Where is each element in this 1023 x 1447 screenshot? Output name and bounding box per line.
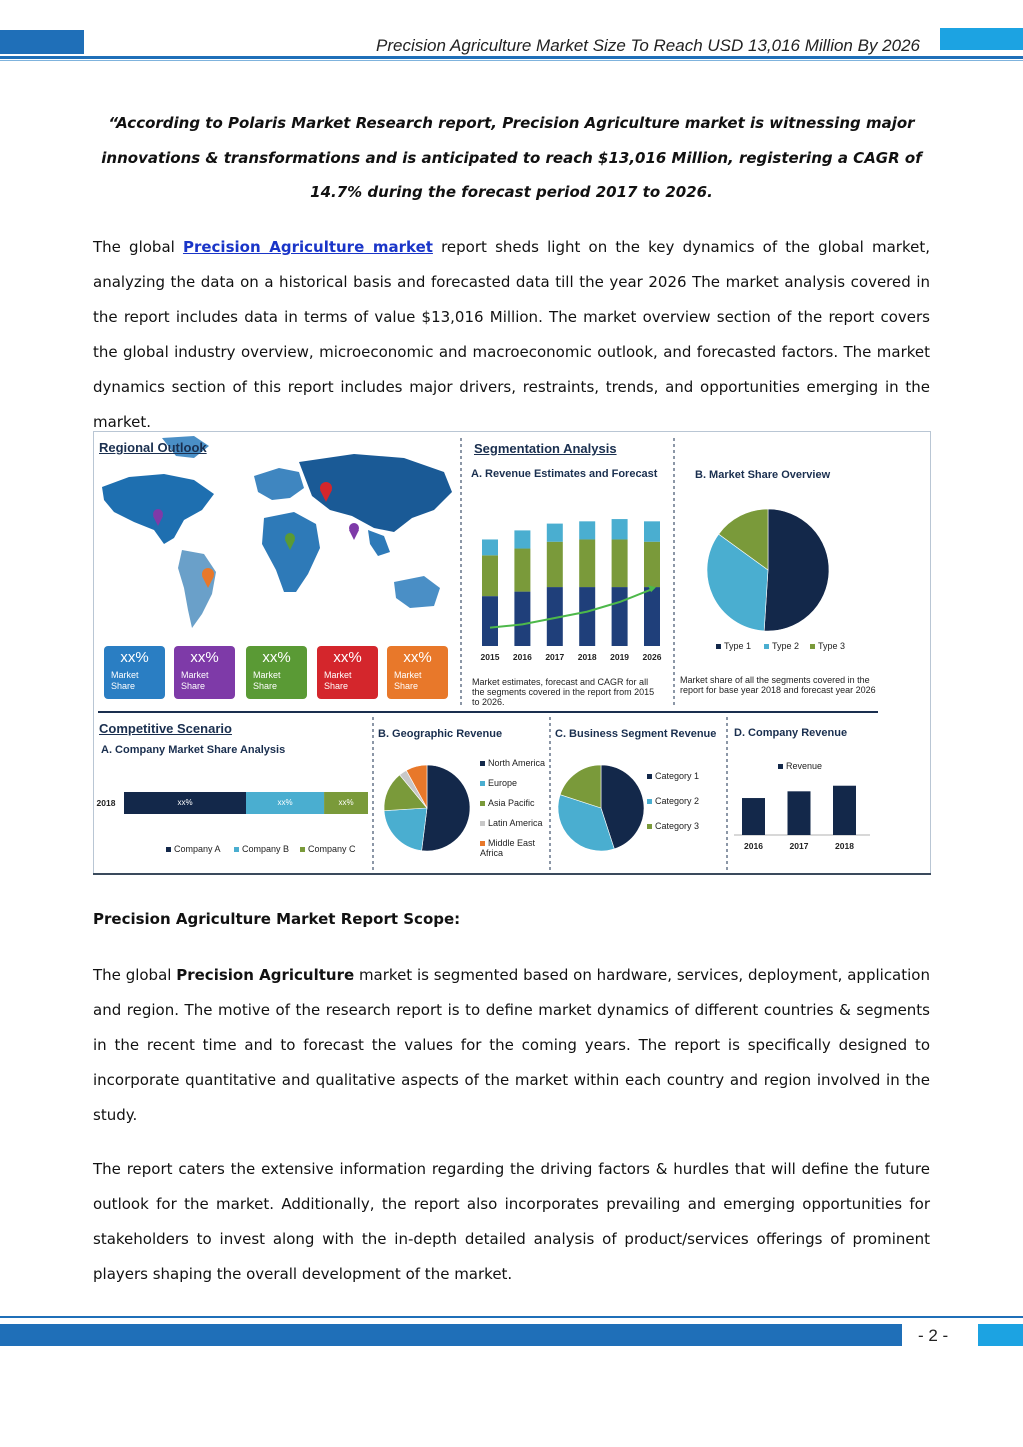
revenue-bar-2015-segment-1: [482, 596, 498, 646]
revenue-bar-2015-segment-3: [482, 539, 498, 555]
revenue-bar-2018-segment-3: [579, 521, 595, 539]
revenue-bar-2019-segment-1: [612, 587, 628, 646]
legend-swatch: [234, 847, 239, 852]
market-share-legend-3: Type 3: [810, 641, 845, 651]
company-share-value-3: xx%: [338, 798, 354, 807]
company-share-value-2: xx%: [277, 798, 293, 807]
revenue-tick-2018: 2018: [577, 652, 597, 662]
business-segment-legend-3: Category 3: [647, 821, 699, 831]
market-share-legend-2: Type 2: [764, 641, 799, 651]
geo-revenue-slice-1: [422, 765, 470, 851]
page-number: - 2 -: [918, 1326, 949, 1345]
world-map: [102, 436, 452, 628]
legend-swatch: [647, 799, 652, 804]
revenue-tick-2019: 2019: [610, 652, 630, 662]
market-share-title: B. Market Share Overview: [695, 469, 831, 481]
legend-swatch: [166, 847, 171, 852]
infographic-bottom-rule: [93, 873, 931, 875]
legend-swatch: [810, 644, 815, 649]
region-card-5-value: xx%: [403, 649, 432, 666]
regional-outlook-title: Regional Outlook: [99, 440, 207, 455]
caters-paragraph: The report caters the extensive information regarding the driving factors & hurdles that will define the future outlook for the market. Additionally, the report also incorporates prevailing and emerging opportunities for stakeholders to invest along with the in-depth detailed analysis of product/services offerings of prominent players shaping the overall development of the market.: [93, 1160, 930, 1283]
company-share-tick-2018: 2018: [96, 798, 116, 808]
region-card-2: [174, 646, 235, 699]
revenue-bar-2019-segment-3: [612, 519, 628, 539]
header-accent-right: [940, 28, 1023, 50]
footer-accent-left: [0, 1324, 902, 1346]
market-share-slice-1: [764, 509, 829, 631]
company-share-legend-2: Company B: [234, 844, 289, 854]
market-share-pie: [707, 509, 829, 631]
segmentation-title: Segmentation Analysis: [474, 441, 617, 456]
revenue-bar-2016-segment-1: [514, 592, 530, 646]
revenue-bar-2017-segment-3: [547, 524, 563, 542]
geo-revenue-legend-2: Europe: [480, 778, 517, 788]
revenue-bar-2018-segment-1: [579, 587, 595, 646]
company-revenue-chart: [734, 786, 870, 835]
company-share-legend-3: Company C: [300, 844, 356, 854]
region-card-4-value: xx%: [333, 649, 362, 666]
region-card-5-label: Market Share: [394, 670, 422, 691]
legend-swatch: [764, 644, 769, 649]
revenue-tick-2016: 2016: [512, 652, 532, 662]
legend-swatch: [480, 801, 485, 806]
intro-text-rest: report sheds light on the key dynamics of the global market, analyzing the data on a historical basis and forecasted data till the year 2026 The market analysis covered in the report includes data in terms of value $13,016 Million. The market overview section of the report covers the global industry overview, microeconomic and macroeconomic outlook, and forecasted factors. The market dynamics section of this report includes major drivers, restraints, trends, and opportunities emerging in the market.: [93, 238, 930, 431]
scope-text-rest: market is segmented based on hardware, services, deployment, application and region. The motive of the research report is to define market dynamics of different countries & segments in the recent time and to forecast the values for the coming years. The report is specifically designed to incorporate quantitative and qualitative aspects of the market within each country and region involved in the study.: [93, 966, 930, 1124]
intro-paragraph: [93, 230, 930, 440]
revenue-trend-line: [490, 589, 652, 627]
scope-heading: Precision Agriculture Market Report Scope:: [93, 910, 461, 928]
intro-text-start: The global: [93, 238, 183, 256]
revenue-tick-2015: 2015: [480, 652, 500, 662]
geo-revenue-legend-5: Middle East Africa: [480, 838, 536, 858]
header-accent-left: [0, 30, 84, 54]
revenue-bar-2016-segment-2: [514, 549, 530, 592]
geographic-revenue-pie: [384, 765, 470, 851]
company-revenue-legend: Revenue: [778, 761, 822, 771]
region-card-1: [104, 646, 165, 699]
revenue-tick-2017: 2017: [545, 652, 565, 662]
page-header-title: Precision Agriculture Market Size To Reach USD 13,016 Million By 2026: [376, 36, 920, 55]
geo-revenue-legend-1: North America: [480, 758, 545, 768]
legend-swatch: [778, 764, 783, 769]
header-divider-thin: [0, 60, 1023, 61]
scope-text-start: The global: [93, 966, 177, 984]
revenue-bar-2016-segment-3: [514, 530, 530, 548]
region-card-5: [387, 646, 448, 699]
geo-revenue-legend-4: Latin America: [480, 818, 543, 828]
business-segment-title: C. Business Segment Revenue: [555, 728, 717, 740]
region-card-3: [246, 646, 307, 699]
region-card-4-label: Market Share: [324, 670, 352, 691]
market-report-link[interactable]: Precision Agriculture market: [182, 238, 433, 256]
footer-accent-right: [978, 1324, 1023, 1346]
region-card-3-value: xx%: [262, 649, 291, 666]
legend-swatch: [480, 821, 485, 826]
revenue-bar-2026-segment-1: [644, 587, 660, 646]
revenue-bar-2026-segment-3: [644, 521, 660, 541]
company-share-legend-1: Company A: [166, 844, 221, 854]
region-card-1-value: xx%: [120, 649, 149, 666]
company-revenue-title: D. Company Revenue: [734, 727, 848, 739]
company-revenue-tick-2018: 2018: [835, 841, 854, 851]
revenue-forecast-title: A. Revenue Estimates and Forecast: [471, 468, 658, 480]
revenue-bar-2019-segment-2: [612, 539, 628, 587]
market-share-note: Market share of all the segments covered in the report for base year 2018 and forecast year 2026: [680, 675, 876, 695]
revenue-forecast-chart: [482, 519, 660, 646]
revenue-tick-2026: 2026: [642, 652, 662, 662]
legend-swatch: [716, 644, 721, 649]
revenue-bar-2026-segment-2: [644, 542, 660, 587]
geo-revenue-slice-2: [384, 808, 427, 851]
legend-swatch: [300, 847, 305, 852]
company-revenue-bar-2018: [833, 786, 856, 835]
legend-swatch: [480, 781, 485, 786]
revenue-forecast-note: Market estimates, forecast and CAGR for all the segments covered in the report from 2015 to 2026.: [472, 677, 655, 707]
region-card-3-label: Market Share: [253, 670, 281, 691]
company-share-value-1: xx%: [177, 798, 193, 807]
market-infographic: [93, 431, 931, 874]
geographic-revenue-title: B. Geographic Revenue: [378, 728, 503, 740]
revenue-bar-2018-segment-2: [579, 539, 595, 587]
header-divider: [0, 56, 1023, 59]
competitive-scenario-title: Competitive Scenario: [99, 721, 232, 736]
footer-divider: [0, 1316, 1023, 1318]
region-card-2-label: Market Share: [181, 670, 209, 691]
revenue-bar-2015-segment-2: [482, 555, 498, 596]
region-card-2-value: xx%: [190, 649, 219, 666]
company-share-title: A. Company Market Share Analysis: [101, 744, 286, 756]
legend-swatch: [647, 774, 652, 779]
region-card-4: [317, 646, 378, 699]
highlight-quote: “According to Polaris Market Research report, Precision Agriculture market is witnessing major innovations & transformations and is anticipated to reach $13,016 Million, registering a CAGR of 14.7% during the forecast period 2017 to 2026.: [101, 114, 922, 201]
company-revenue-bar-2016: [742, 798, 765, 835]
legend-swatch: [647, 824, 652, 829]
company-revenue-tick-2017: 2017: [789, 841, 809, 851]
scope-paragraph: [93, 958, 930, 1133]
legend-swatch: [480, 761, 485, 766]
business-segment-pie: [558, 765, 644, 851]
revenue-bar-2017-segment-2: [547, 542, 563, 587]
scope-bold-term: Precision Agriculture: [176, 966, 355, 984]
business-segment-legend-2: Category 2: [647, 796, 699, 806]
market-share-legend-1: Type 1: [716, 641, 751, 651]
business-segment-legend-1: Category 1: [647, 771, 699, 781]
company-revenue-bar-2017: [788, 791, 811, 835]
legend-swatch: [480, 841, 485, 846]
region-card-1-label: Market Share: [111, 670, 139, 691]
geo-revenue-legend-3: Asia Pacific: [480, 798, 535, 808]
company-revenue-tick-2016: 2016: [744, 841, 763, 851]
